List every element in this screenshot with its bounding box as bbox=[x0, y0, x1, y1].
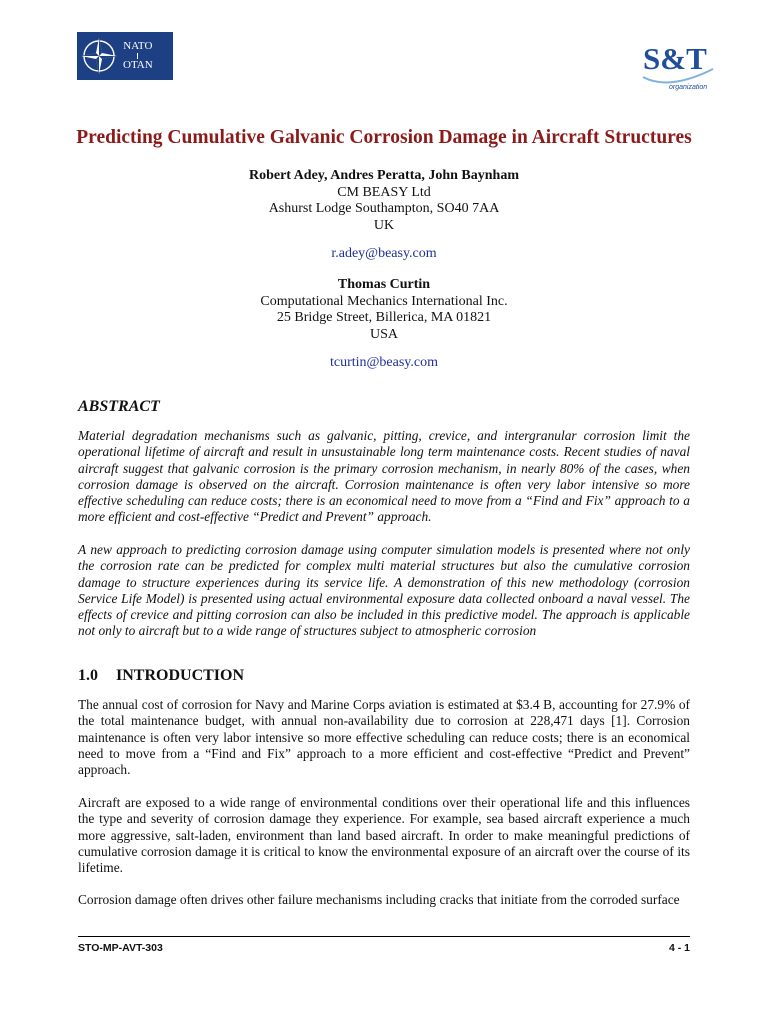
intro-paragraph-3: Corrosion damage often drives other failure mechanisms including cracks that initiate from the corroded surface bbox=[78, 892, 680, 907]
author-country: USA bbox=[369, 326, 398, 342]
footer-page-number: 4 - 1 bbox=[668, 942, 690, 954]
author-block-2 bbox=[0, 277, 768, 372]
nato-compass-star-icon bbox=[79, 36, 119, 76]
author-country: UK bbox=[373, 217, 395, 233]
nato-otan-logo bbox=[77, 32, 173, 80]
author-names: Robert Adey, Andres Peratta, John Baynham bbox=[248, 168, 520, 183]
section-heading-introduction bbox=[78, 667, 244, 685]
footer-divider bbox=[78, 936, 690, 937]
otan-logo-text: OTAN bbox=[123, 59, 153, 71]
section-title: INTRODUCTION bbox=[116, 667, 245, 684]
st-logo-subtext: organization bbox=[669, 84, 708, 91]
intro-paragraph-2: Aircraft are exposed to a wide range of environmental conditions over their operational life and this influences the type and severity of corrosion damage they experience. For example, sea based aircraft experience a much more aggressive, salt-laden, environment than land based aircraft. In order to make meaningful predictions of cumulative corrosion damage it is critical to know the environmental exposure of an aircraft over the course of its lifetime. bbox=[78, 795, 690, 876]
abstract-heading: ABSTRACT bbox=[78, 398, 160, 415]
abstract-paragraph-2: A new approach to predicting corrosion damage using computer simulation models is presented where not only the corrosion rate can be predicted for complex multi material structures but also the cumulative corrosion damage to structure experiences during its service life. A demonstration of this new methodology (corrosion Service Life Model) is presented using actual environmental exposure data collected onboard a naval vessel. The effects of crevice and pitting corrosion can also be included in this predictive model. The approach is applicable not only to aircraft but to a wide range of structures subject to atmospheric corrosion bbox=[78, 542, 690, 639]
intro-paragraph-1: The annual cost of corrosion for Navy and Marine Corps aviation is estimated at $3.4 B, accounting for 27.9% of the total maintenance budget, with annual non-availability due to corrosion at 228,471 days [1]. Corrosion maintenance is often very labor intensive so more effective scheduling can reduce costs; there is an economical need to move from a “Find and Fix” approach to a more efficient and cost-effective “Predict and Prevent” approach. bbox=[78, 697, 690, 778]
author-organization: Computational Mechanics International Inc. bbox=[260, 293, 508, 309]
section-number: 1.0 bbox=[78, 667, 98, 684]
paper-title: Predicting Cumulative Galvanic Corrosion Damage in Aircraft Structures bbox=[76, 127, 692, 148]
nato-logo-text: NATO bbox=[123, 40, 153, 52]
author-block-1 bbox=[0, 168, 768, 263]
author-address: Ashurst Lodge Southampton, SO40 7AA bbox=[268, 201, 500, 216]
author-names: Thomas Curtin bbox=[337, 277, 431, 292]
author-email-link[interactable]: tcurtin@beasy.com bbox=[329, 355, 438, 370]
author-organization: CM BEASY Ltd bbox=[337, 184, 431, 200]
author-address: 25 Bridge Street, Billerica, MA 01821 bbox=[276, 310, 492, 325]
abstract-paragraph-1: Material degradation mechanisms such as galvanic, pitting, crevice, and intergranular corrosion limit the operational lifetime of aircraft and result in unsustainable long term maintenance costs. Recent studies of naval aircraft suggest that galvanic corrosion is the primary corrosion mechanism, in nearly 80% of the cases, when corrosion damage is observed on the aircraft. Corrosion maintenance is often very labor intensive so more effective scheduling can reduce costs; there is an economical need to move from a “Find and Fix” approach to a more efficient and cost-effective “Predict and Prevent” approach. bbox=[78, 428, 690, 525]
st-organization-logo bbox=[639, 31, 715, 93]
footer-document-id: STO-MP-AVT-303 bbox=[78, 942, 163, 954]
st-logo-text: S&T bbox=[643, 41, 707, 76]
author-email-link[interactable]: r.adey@beasy.com bbox=[331, 246, 437, 261]
